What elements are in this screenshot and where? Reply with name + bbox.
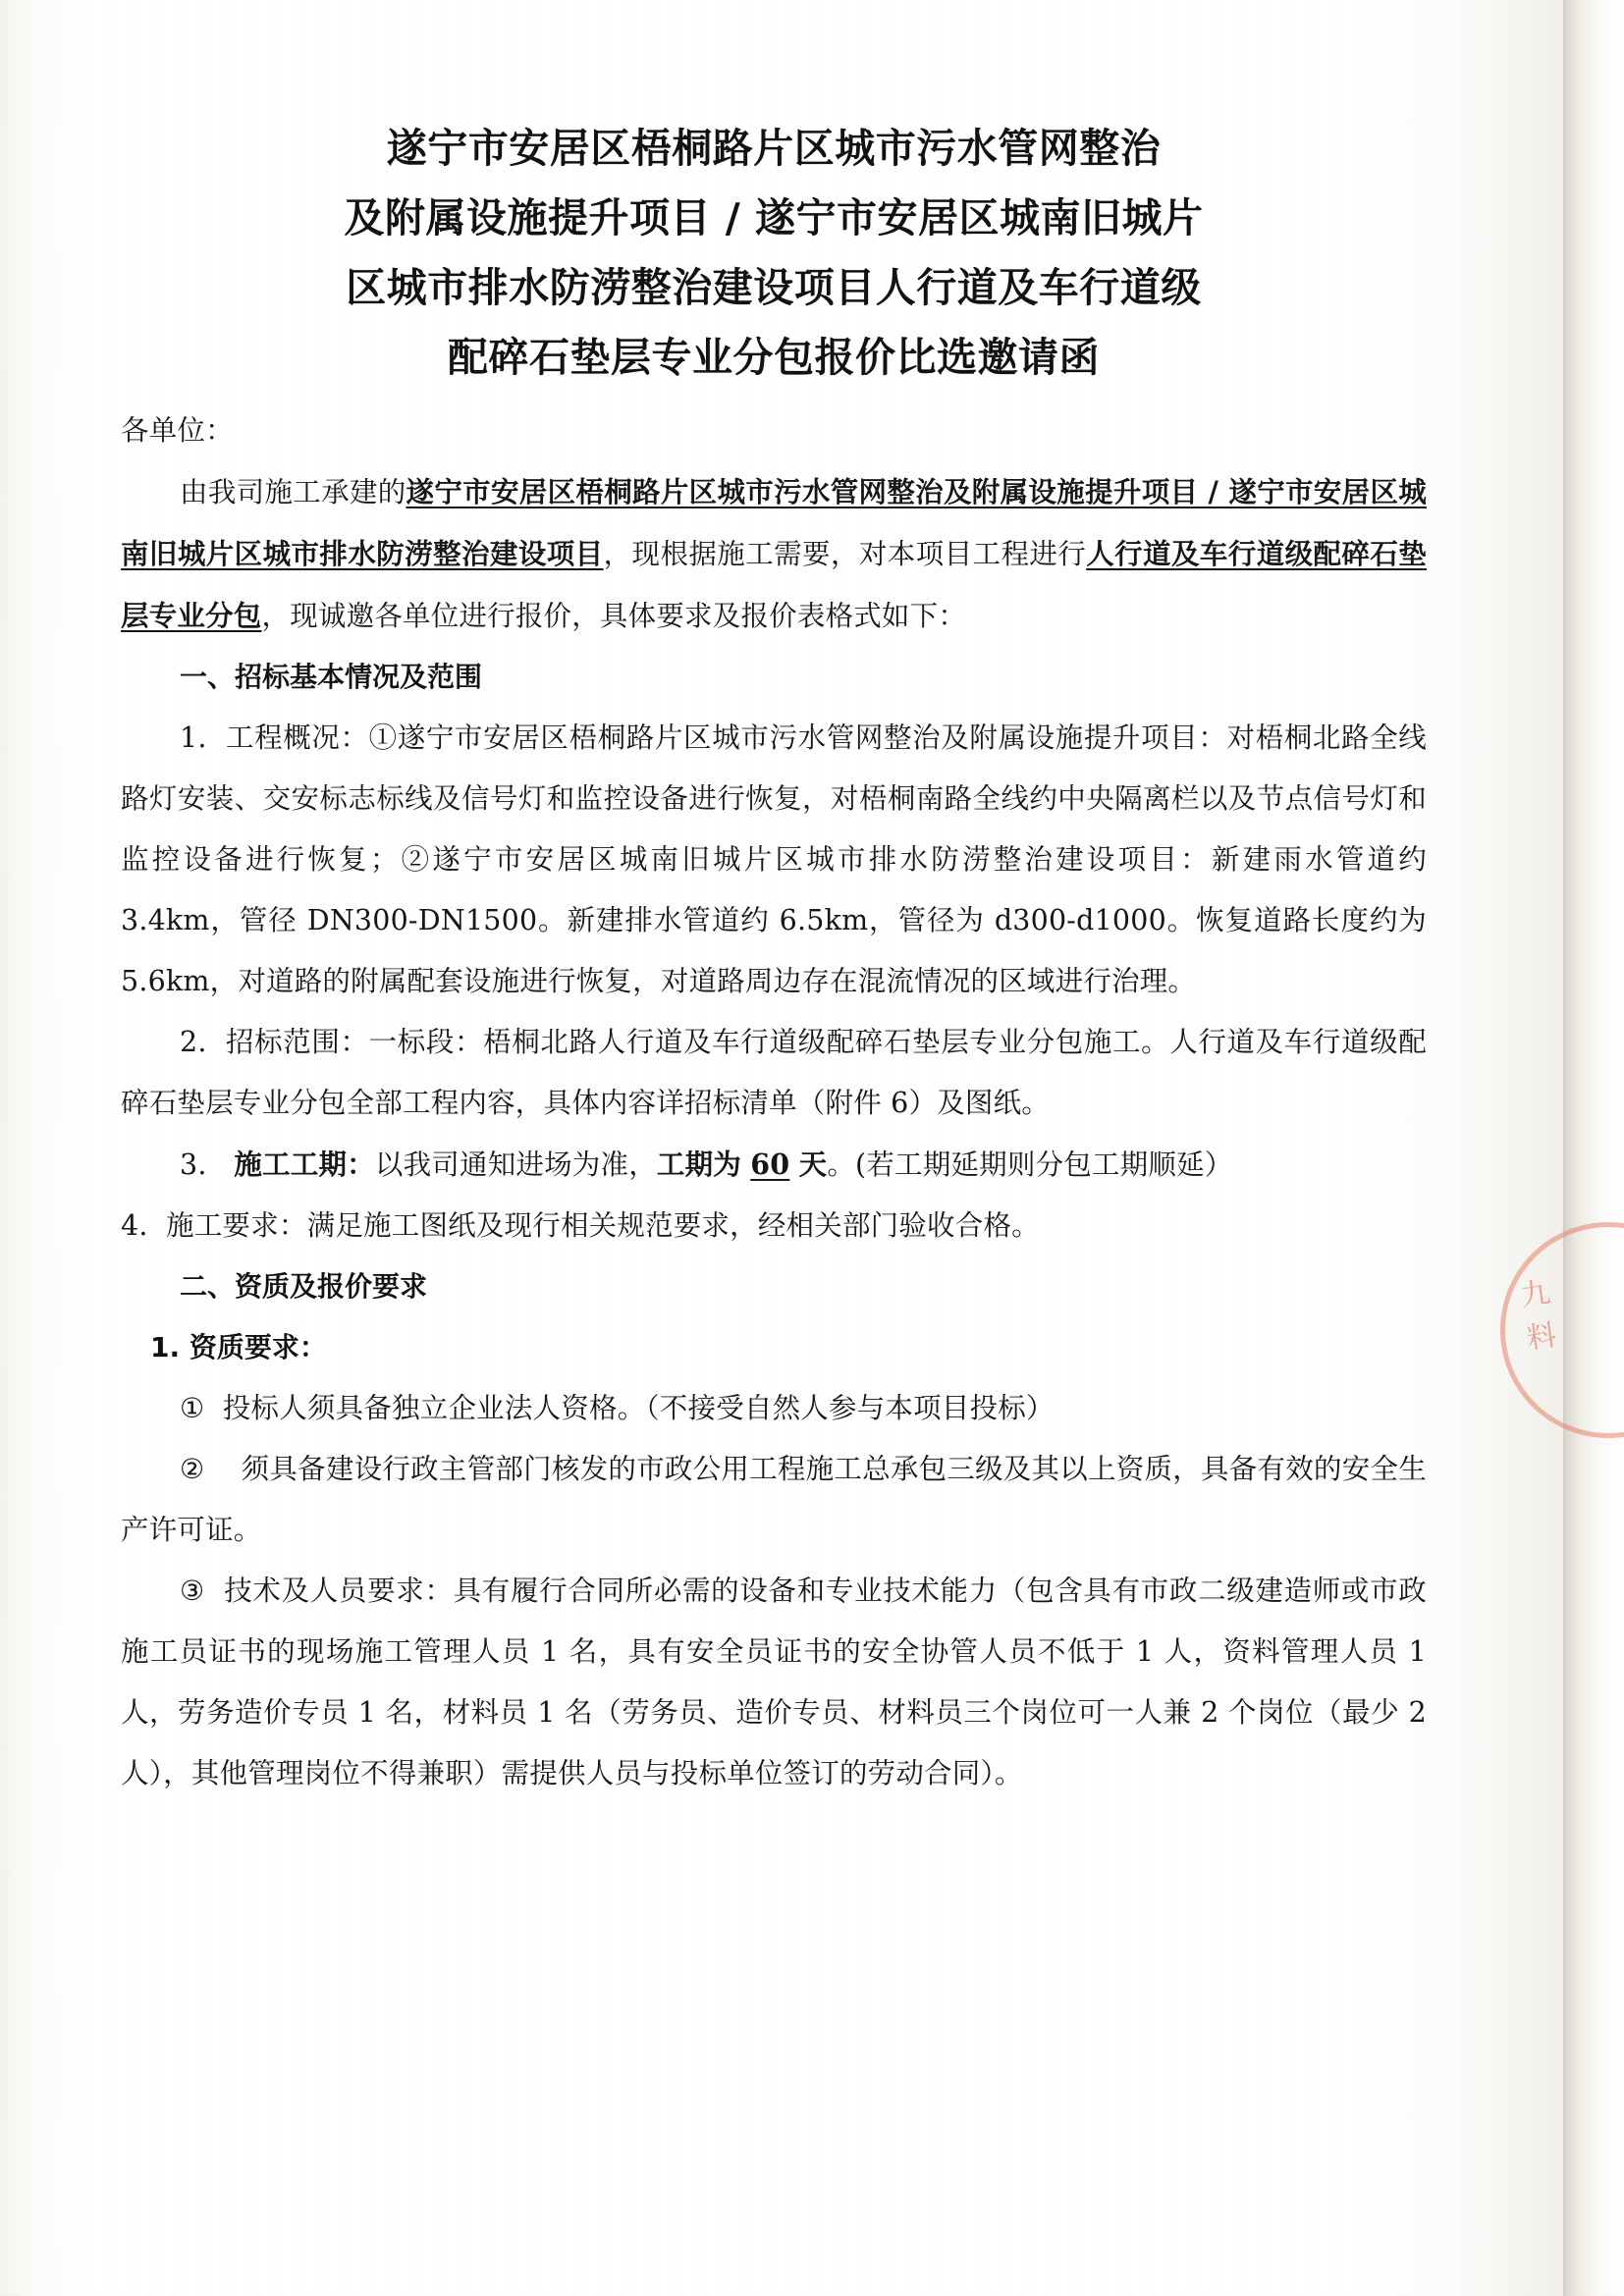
- item-3-duration-value: 60: [750, 1148, 790, 1181]
- section-one-heading: 一、招标基本情况及范围: [180, 661, 483, 693]
- item-2-label: 2.: [180, 1026, 207, 1058]
- item-1-text: ①遂宁市安居区梧桐路片区城市污水管网整治及附属设施提升项目：对梧桐北路全线路灯安装、交安标志标线及信号灯和监控设备进行恢复，对梧桐南路全线约中央隔离栏以及节点信号灯和监控设备进行恢复；②遂宁市安居区城南旧城片区城市排水防涝整治建设项目：新建雨水管道约 3.4km，管径 DN300-DN1500。新建排水管道约 6.5km，管径为 d300-d1000。恢复道路长度约为 5.6km，对道路的附属配套设施进行恢复，对道路周边存在混流情况的区域进行治理。: [121, 721, 1427, 997]
- document-content: [121, 118, 1427, 1804]
- section-one-item-3: [121, 1134, 1427, 1196]
- section-two-subheading: 1. 资质要求：: [150, 1331, 327, 1363]
- circled-marker-3-icon: ③: [180, 1575, 205, 1607]
- title-line-1: 遂宁市安居区梧桐路片区城市污水管网整治: [386, 125, 1162, 172]
- intro-tail: ，现诚邀各单位进行报价，具体要求及报价表格式如下：: [261, 600, 967, 632]
- item-3-label: 3.: [180, 1148, 207, 1181]
- item-3-duration-unit: 天: [798, 1148, 828, 1181]
- salutation: 各单位：: [121, 414, 234, 447]
- title-line-3: 区城市排水防涝整治建设项目人行道及车行道级: [346, 264, 1202, 311]
- section-two-item-2: [121, 1439, 1427, 1561]
- item-3-text-after: 。(若工期延期则分包工期顺延）: [827, 1148, 1233, 1181]
- section-two-heading: 二、资质及报价要求: [180, 1270, 428, 1303]
- item-1-label: 1.: [180, 721, 207, 754]
- circled-marker-1-icon: ①: [180, 1392, 205, 1424]
- item-2-title: 招标范围：: [225, 1026, 369, 1058]
- intro-paragraph: [121, 461, 1427, 647]
- page-title: [121, 118, 1427, 389]
- stamp-characters: 九料: [1518, 1275, 1560, 1357]
- intro-lead: 由我司施工承建的: [180, 476, 406, 508]
- item-3-bold-before: 工期为: [656, 1148, 742, 1181]
- intro-scope: 人行道及车行道级配碎石垫层专业分包: [121, 537, 1428, 632]
- circled-marker-2-icon: ②: [180, 1453, 205, 1485]
- item-4-title: 施工要求：: [166, 1209, 307, 1242]
- item-3-text-before: 以我司通知进场为准，: [374, 1148, 657, 1181]
- title-line-2: 及附属设施提升项目 / 遂宁市安居区城南旧城片: [344, 194, 1204, 241]
- page-gutter-shadow: [1565, 0, 1624, 2296]
- section-two-item-3: [121, 1561, 1427, 1804]
- item-1-title: 工程概况：: [225, 721, 369, 754]
- title-line-4: 配碎石垫层专业分包报价比选邀请函: [448, 334, 1100, 381]
- section-two-item-1-text: 投标人须具备独立企业法人资格。（不接受自然人参与本项目投标）: [222, 1392, 1055, 1424]
- item-4-label: 4.: [121, 1209, 148, 1242]
- section-two-item-1: [121, 1378, 1427, 1439]
- intro-project-name: 遂宁市安居区梧桐路片区城市污水管网整治及附属设施提升项目 / 遂宁市安居区城南旧城片区城市排水防涝整治建设项目: [121, 475, 1427, 570]
- item-3-title: 施工工期：: [234, 1148, 375, 1181]
- item-2-text: 一标段：梧桐北路人行道及车行道级配碎石垫层专业分包施工。人行道及车行道级配碎石垫层专业分包全部工程内容，具体内容详招标清单（附件 6）及图纸。: [121, 1026, 1427, 1119]
- section-one-item-1: [121, 708, 1427, 1012]
- section-two-item-3-text: 具有履行合同所必需的设备和专业技术能力（包含具有市政二级建造师或市政施工员证书的现场施工管理人员 1 名，具有安全员证书的安全协管人员不低于 1 人，资料管理人员 1 人，劳务造价专员 1 名，材料员 1 名（劳务员、造价专员、材料员三个岗位可一人兼 2 个岗位（最少 2 人），其他管理岗位不得兼职）需提供人员与投标单位签订的劳动合同）。: [121, 1575, 1427, 1789]
- item-4-text: 满足施工图纸及现行相关规范要求，经相关部门验收合格。: [306, 1209, 1040, 1242]
- section-one-item-2: [121, 1012, 1427, 1134]
- section-two-item-2-text: 须具备建设行政主管部门核发的市政公用工程施工总承包三级及其以上资质，具备有效的安全生产许可证。: [121, 1453, 1427, 1546]
- intro-middle: ，现根据施工需要，对本项目工程进行: [603, 538, 1087, 570]
- section-one-item-4: [121, 1196, 1427, 1256]
- section-two-item-3-title: 技术及人员要求：: [224, 1575, 454, 1607]
